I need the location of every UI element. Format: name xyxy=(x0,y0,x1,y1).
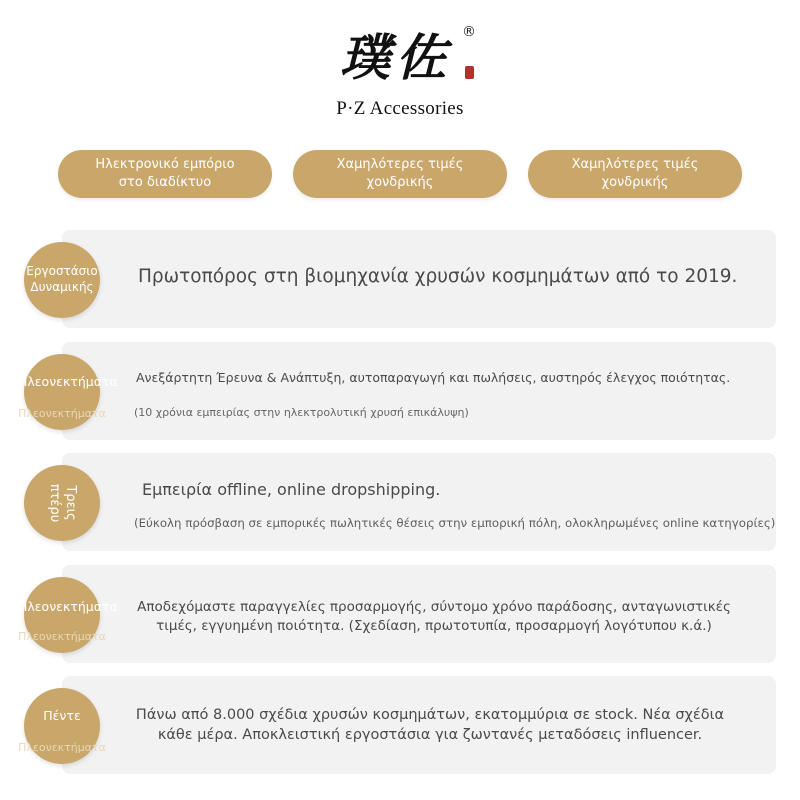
advantage-text-3: Εμπειρία offline, online dropshipping. xyxy=(142,480,441,499)
advantage-badge-4 xyxy=(18,577,118,653)
advantage-text-4: Αποδεχόμαστε παραγγελίες προσαρμογής, σύντομο χρόνο παράδοσης, ανταγωνιστικές τιμές, εγγυημένη ποιότητα. (Σχεδίαση, πρωτοτυπία, προσαρμογή λογότυπου κ.ά.) xyxy=(137,599,731,634)
logo-chinese-mark: 璞佐 xyxy=(340,28,452,87)
advantage-badge-2 xyxy=(18,354,118,430)
logo xyxy=(0,14,800,124)
pill-button-wholesale-prices[interactable]: Χαμηλότερες τιμές χονδρικής xyxy=(293,150,507,198)
advantage-text-2: Ανεξάρτητη Έρευνα & Ανάπτυξη, αυτοπαραγωγή και πωλήσεις, αυστηρός έλεγχος ποιότητας. xyxy=(136,370,731,385)
badge-line-1: Τρεις xyxy=(63,485,78,521)
advantage-subtext-3: (Εύκολη πρόσβαση σε εμπορικές πωλητικές θέσεις στην εμπορική πόλη, ολοκληρωμένες online κατηγορίες) xyxy=(134,516,776,530)
badge-vertical-text xyxy=(36,483,88,523)
brand-name: P·Z Accessories xyxy=(336,98,464,119)
badge-line-2: Δυναμικής xyxy=(30,280,94,294)
badge-line-2: Πλεονεκτήματα xyxy=(18,630,106,643)
advantage-row-2 xyxy=(62,342,776,440)
registered-mark: ® xyxy=(462,24,476,40)
badge-line-1: Πλεονεκτήματα xyxy=(18,599,118,614)
advantage-text-1: Πρωτοπόρος στη βιομηχανία χρυσών κοσμημάτων από το 2019. xyxy=(138,266,738,287)
badge-line-2: Πλεονεκτήματα xyxy=(18,407,106,420)
pill-button-wholesale-prices-2[interactable]: Χαμηλότερες τιμές χονδρικής xyxy=(528,150,742,198)
advantage-badge-5 xyxy=(18,688,106,764)
advantage-text-5: Πάνω από 8.000 σχέδια χρυσών κοσμημάτων, εκατομμύρια σε stock. Νέα σχέδια κάθε μέρα. Αποκλειστική εργοστάσια για ζωντανές μεταδόσεις influencer. xyxy=(135,707,725,743)
badge-line-1: Πλεονεκτήματα xyxy=(18,374,118,389)
pill-button-ecommerce[interactable]: Ηλεκτρονικό εμπόριο στο διαδίκτυο xyxy=(58,150,272,198)
seal-stamp-icon xyxy=(465,66,474,79)
badge-line-1: Εργοστάσιο xyxy=(26,264,98,278)
advantage-badge-3 xyxy=(24,465,100,541)
advantage-badge-1 xyxy=(24,242,100,318)
badge-line-2: πτέρυ xyxy=(47,483,62,523)
advantage-subtext-2: (10 χρόνια εμπειρίας στην ηλεκτρολυτική χρυσή επικάλυψη) xyxy=(134,406,469,419)
badge-line-1: Πέντε xyxy=(43,708,81,723)
advantage-row-3 xyxy=(62,453,776,551)
badge-line-2: Πλεονεκτήματα xyxy=(18,741,106,754)
